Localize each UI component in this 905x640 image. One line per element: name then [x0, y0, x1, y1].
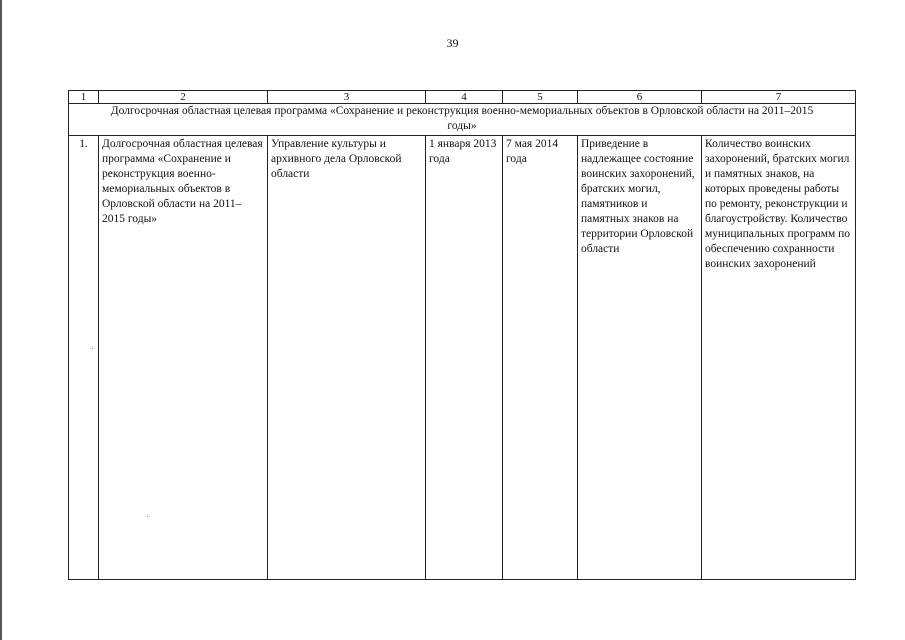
scan-speck — [92, 348, 93, 349]
program-name-cell: Долгосрочная областная целевая программа «Сохранение и реконструкция военно-мемориальных объектов в Орловской области на 2011–2015 годы» — [99, 136, 268, 580]
executor-cell: Управление культуры и архивного дела Орловской области — [268, 136, 426, 580]
end-date-cell: 7 мая 2014 года — [503, 136, 578, 580]
row-number-cell: 1. — [69, 136, 99, 580]
column-number-row — [69, 91, 856, 104]
program-title: Долгосрочная областная целевая программа «Сохранение и реконструкция военно-мемориальных объектов в Орловской области на 2011–2015 годы» — [69, 104, 856, 136]
column-number: 3 — [268, 91, 426, 104]
page-number: 39 — [446, 36, 459, 50]
page-edge — [0, 0, 2, 640]
column-number: 7 — [702, 91, 856, 104]
table-row — [69, 136, 856, 580]
column-number: 1 — [69, 91, 99, 104]
measure-cell: Приведение в надлежащее состояние воинских захоронений, братских могил, памятников и памятных знаков на территории Орловской области — [578, 136, 702, 580]
program-title-row — [69, 104, 856, 136]
column-number: 6 — [578, 91, 702, 104]
start-date-cell: 1 января 2013 года — [426, 136, 503, 580]
scan-speck — [147, 516, 148, 517]
indicators-cell: Количество воинских захоронений, братских могил и памятных знаков, на которых проведены работы по ремонту, реконструкции и благоустройству. Количество муниципальных программ по обеспечению сохранности воинских захоронений — [702, 136, 856, 580]
column-number: 2 — [99, 91, 268, 104]
column-number: 5 — [503, 91, 578, 104]
column-number: 4 — [426, 91, 503, 104]
program-table — [68, 90, 856, 580]
